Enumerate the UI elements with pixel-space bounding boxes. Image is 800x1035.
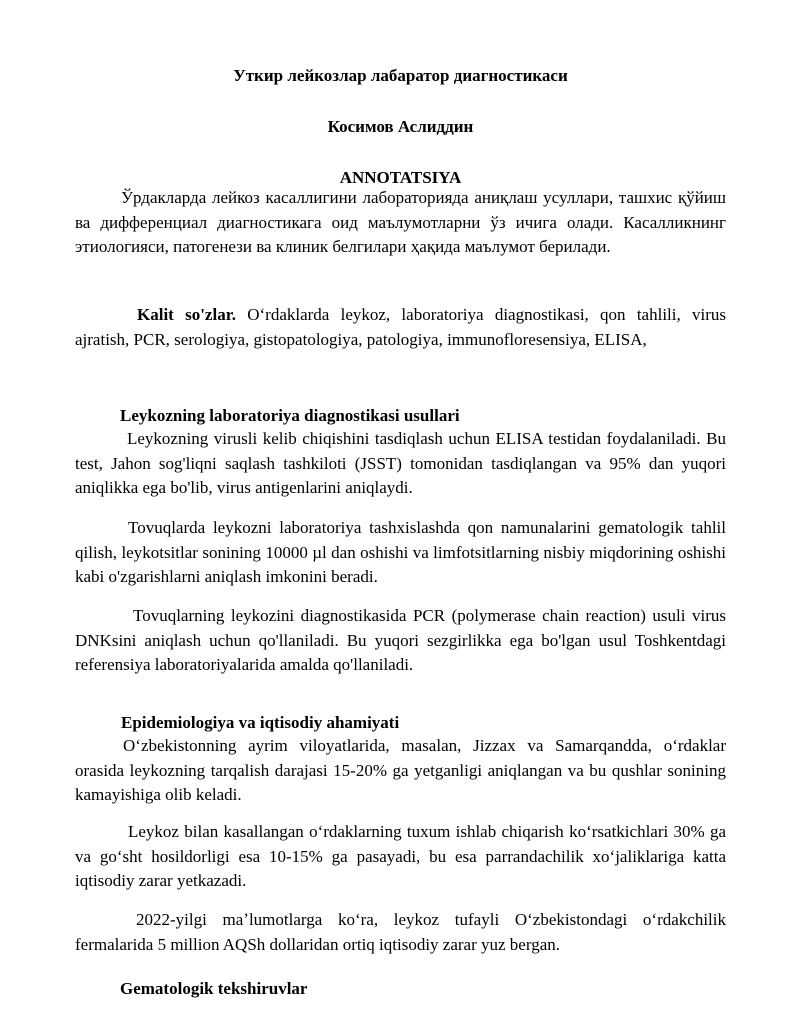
annotation-paragraph (75, 186, 726, 260)
section-heading-lab-methods: Leykozning laboratoriya diagnostikasi usullari (120, 406, 460, 425)
keywords-paragraph (75, 303, 726, 352)
annotation-heading: ANNOTATSIYA (339, 168, 462, 187)
keywords-text: Oʻrdaklarda leykoz, laboratoriya diagnostikasi, qon tahlili, virus ajratish, PCR, serologiya, gistopatologiya, patologiya, immunofloresensiya, ELISA, (75, 305, 726, 349)
document-author: Косимов Аслиддин (327, 117, 474, 136)
section-paragraph (75, 427, 726, 501)
keywords-label: Kalit so'zlar. (137, 305, 236, 324)
document-title: Уткир лейкозлар лабаратор диагностикаси (233, 66, 568, 85)
section-paragraph (75, 908, 726, 957)
paragraph-text: Oʻzbekistonning ayrim viloyatlarida, masalan, Jizzax va Samarqandda, oʻrdaklar orasida leykozning tarqalish darajasi 15-20% ga yetganligi aniqlangan va bu qushlar sonining kamayishiga olib keladi. (75, 736, 726, 804)
section-heading-hematology: Gematologik tekshiruvlar (120, 979, 308, 998)
annotation-text: Ўрдакларда лейкоз касаллигини лабораторияда аниқлаш усуллари, ташхис қўйиш ва дифференциал диагностикага оид маълумотларни ўз ичига олади. Касалликнинг этиологияси, патогенези ва клиник белгилари ҳақида маълумот берилади. (75, 188, 726, 256)
paragraph-text: Tovuqlarning leykozini diagnostikasida PCR (polymerase chain reaction) usuli virus DNKsini aniqlash uchun qo'llaniladi. Bu yuqori sezgirlikka ega bo'lgan usul Toshkentdagi referensiya laboratoriyalarida amalda qo'llaniladi. (75, 606, 726, 674)
paragraph-text: Tovuqlarda leykozni laboratoriya tashxislashda qon namunalarini gematologik tahlil qilish, leykotsitlar sonining 10000 µl dan oshishi va limfotsitlarning nisbiy miqdorining oshishi kabi o'zgarishlarni aniqlash imkonini beradi. (75, 518, 726, 586)
section-paragraph (75, 516, 726, 590)
section-paragraph (75, 820, 726, 894)
section-paragraph (75, 734, 726, 808)
paragraph-text: 2022-yilgi maʼlumotlarga koʻra, leykoz tufayli Oʻzbekistondagi oʻrdakchilik fermalarida 5 million AQSh dollaridan ortiq iqtisodiy zarar yuz bergan. (75, 910, 726, 954)
paragraph-text: Leykoz bilan kasallangan oʻrdaklarning tuxum ishlab chiqarish koʻrsatkichlari 30% ga va goʻsht hosildorligi esa 10-15% ga pasayadi, bu esa parrandachilik xoʻjaliklariga katta iqtisodiy zarar yetkazadi. (75, 822, 726, 890)
section-paragraph (75, 604, 726, 678)
section-heading-epidemiology: Epidemiologiya va iqtisodiy ahamiyati (121, 713, 400, 732)
paragraph-text: Leykozning virusli kelib chiqishini tasdiqlash uchun ELISA testidan foydalaniladi. Bu test, Jahon sog'liqni saqlash tashkiloti (JSST) tomonidan tasdiqlangan va 95% dan yuqori aniqlikka ega bo'lib, virus antigenlarini aniqlaydi. (75, 429, 726, 497)
